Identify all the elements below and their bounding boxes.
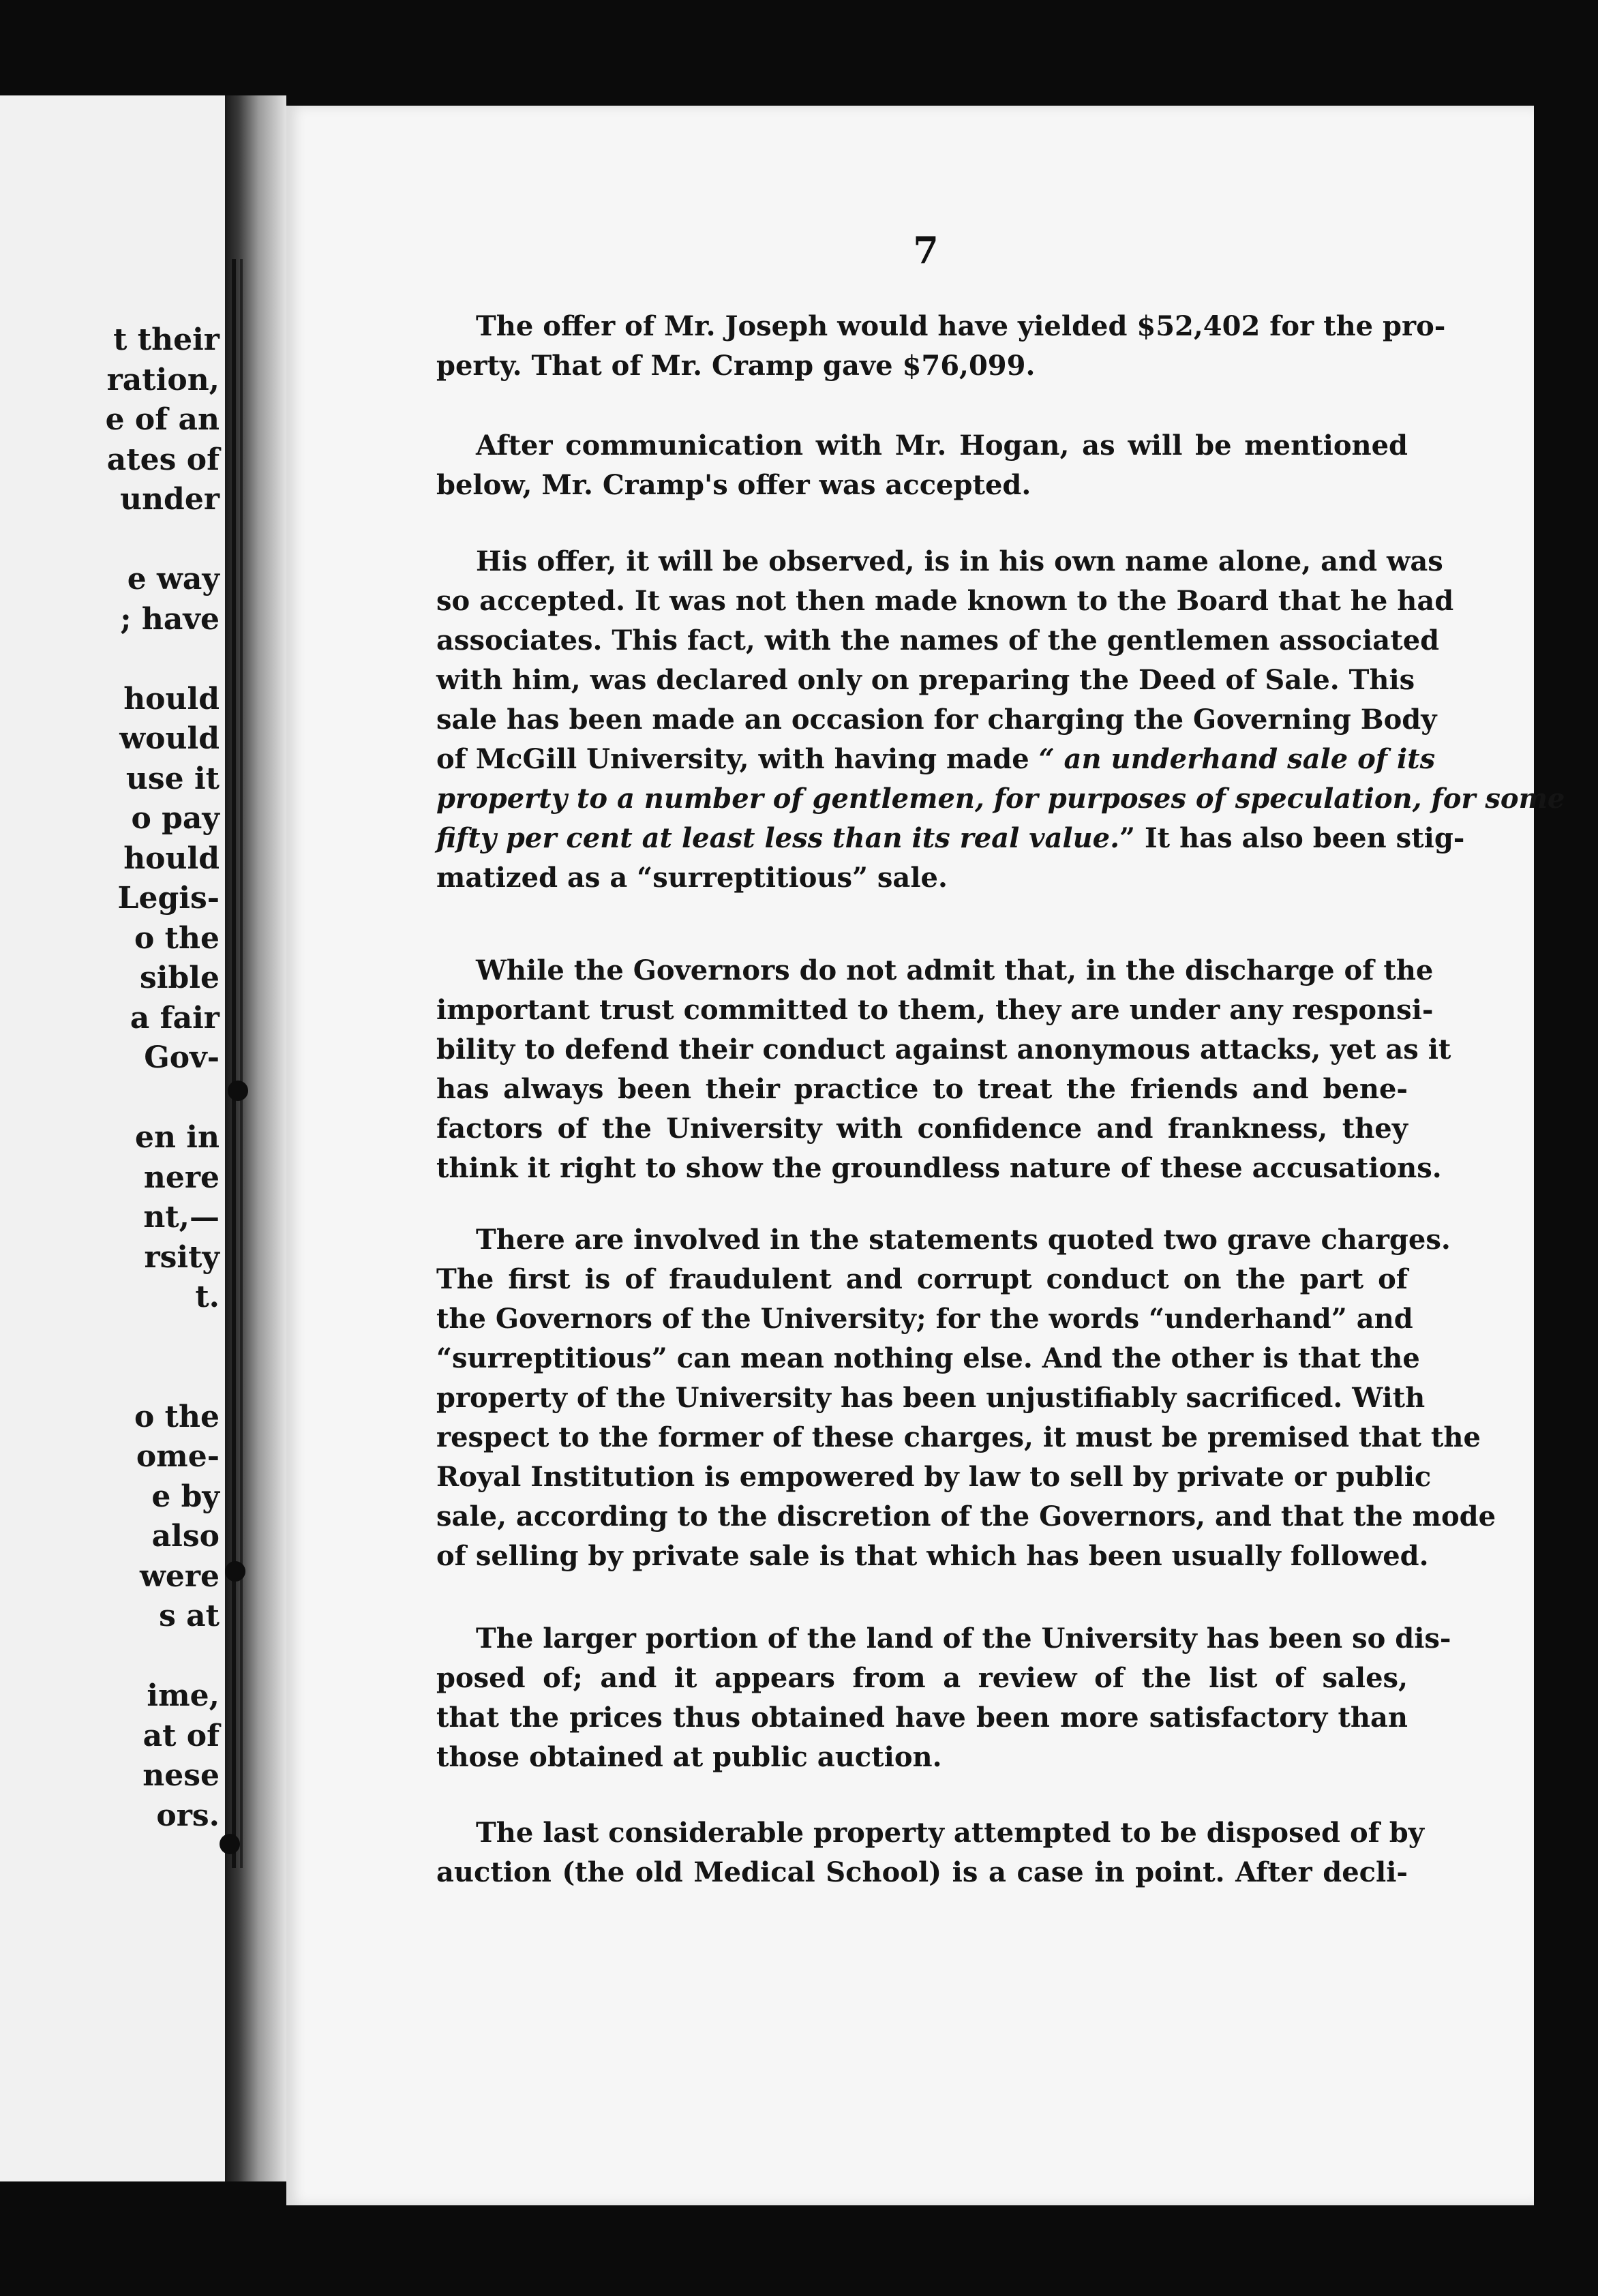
left-page-line: ; have (120, 601, 220, 637)
left-page-line: would (119, 721, 220, 756)
text-line: auction (the old Medical School) is a case in point. After decli- (436, 1856, 1408, 1888)
text-line: the Governors of the University; for the words “underhand” and (436, 1303, 1413, 1335)
text-line: “surreptitious” can mean nothing else. And the other is that the (436, 1342, 1420, 1374)
left-page-line: ors. (156, 1798, 220, 1833)
text-line: posed of; and it appears from a review of the list of sales, (436, 1662, 1408, 1694)
quote-italic: fifty per cent at least less than its real value. (436, 822, 1120, 854)
text-line: After communication with Mr. Hogan, as will be mentioned (476, 429, 1408, 462)
text-line: with him, was declared only on preparing the Deed of Sale. This (436, 664, 1415, 696)
left-page-line: ates of (106, 442, 220, 477)
text-line: His offer, it will be observed, is in his own name alone, and was (476, 545, 1443, 577)
left-page-line: ome- (136, 1439, 220, 1474)
quote-italic: “ an underhand sale of its (1038, 743, 1436, 775)
text-line: respect to the former of these charges, it must be premised that the (436, 1421, 1481, 1453)
left-page-line: e by (151, 1479, 220, 1514)
text-segment: ” It has also been stig- (1119, 822, 1465, 854)
left-page-line (0, 520, 220, 560)
quote-line-italic: property to a number of gentlemen, for purposes of speculation, for some (436, 783, 1565, 815)
left-page-line: o the (134, 1399, 220, 1434)
text-line: factors of the University with confidence and frankness, they (436, 1113, 1408, 1145)
text-line: sale has been made an occasion for charging the Governing Body (436, 704, 1437, 736)
left-page-line: ration, (106, 362, 220, 397)
left-page-line: t. (195, 1280, 220, 1314)
left-page-line: hould (123, 841, 220, 876)
stitch-knot (220, 1834, 240, 1854)
text-line: perty. That of Mr. Cramp gave $76,099. (436, 350, 1036, 382)
left-page-line: rsity (144, 1239, 220, 1275)
left-page-line: use it (125, 761, 220, 796)
text-line: below, Mr. Cramp's offer was accepted. (436, 469, 1031, 501)
left-page-line: Legis- (117, 881, 220, 916)
text-line: matized as a “surreptitious” sale. (436, 862, 948, 894)
text-line (436, 740, 1436, 779)
text-line: sale, according to the discretion of the Governors, and that the mode (436, 1500, 1496, 1532)
left-page-text (0, 320, 225, 1836)
text-line: The larger portion of the land of the University has been so dis- (476, 1622, 1451, 1655)
left-page-line: o the (134, 920, 220, 956)
left-page-line: e of an (105, 402, 220, 437)
left-page-line: were (139, 1558, 220, 1594)
text-line: important trust committed to them, they are under any responsi- (436, 994, 1434, 1026)
text-line: The offer of Mr. Joseph would have yielded $52,402 for the pro- (476, 310, 1446, 342)
paragraph-4 (436, 951, 1451, 1188)
left-page-line: sible (140, 961, 220, 995)
left-page-line: hould (123, 681, 220, 716)
left-page-line: at of (142, 1718, 220, 1753)
text-line (436, 819, 1465, 858)
stitch-knot (228, 1081, 248, 1101)
paragraph-2 (436, 426, 1408, 505)
left-page-line: ime, (147, 1678, 220, 1713)
stitch-knot (225, 1561, 245, 1582)
left-page-line (0, 1078, 220, 1119)
text-line: The first is of fraudulent and corrupt conduct on the part of (436, 1263, 1408, 1295)
left-page-line (0, 1357, 220, 1398)
text-line: so accepted. It was not then made known to the Board that he had (436, 585, 1454, 617)
text-line: The last considerable property attempted to be disposed of by (476, 1817, 1424, 1849)
text-line: has always been their practice to treat the friends and bene- (436, 1073, 1408, 1105)
left-page-line: nere (143, 1160, 220, 1195)
paragraph-1 (436, 307, 1446, 386)
text-segment: of McGill University, with having made (436, 743, 1029, 775)
left-page-line (0, 639, 220, 680)
text-line: think it right to show the groundless nature of these accusations. (436, 1152, 1442, 1184)
left-page-line (0, 1318, 220, 1358)
text-line: property of the University has been unjustifiably sacrificed. With (436, 1382, 1426, 1414)
page-number: 7 (913, 228, 939, 272)
binding-stitch (232, 259, 243, 1868)
left-page (0, 95, 225, 2181)
left-page-line: t their (113, 322, 220, 357)
left-page-line: Gov- (144, 1040, 220, 1075)
paragraph-5 (436, 1220, 1496, 1576)
text-line: associates. This fact, with the names of the gentlemen associated (436, 624, 1440, 656)
text-line: Royal Institution is empowered by law to sell by private or public (436, 1461, 1432, 1493)
text-line: of selling by private sale is that which has been usually followed. (436, 1540, 1429, 1572)
left-page-line: en in (134, 1120, 220, 1155)
paragraph-3 (436, 542, 1565, 898)
left-page-line: nese (142, 1758, 220, 1793)
left-page-line: e way (127, 562, 220, 596)
text-line: those obtained at public auction. (436, 1741, 942, 1773)
left-page-line: under (120, 482, 220, 517)
left-page-line (0, 1637, 220, 1677)
left-page-line: a fair (130, 1000, 220, 1036)
text-line: that the prices thus obtained have been more satisfactory than (436, 1702, 1408, 1734)
text-line: bility to defend their conduct against anonymous attacks, yet as it (436, 1033, 1451, 1066)
left-page-line: o pay (131, 801, 220, 836)
text-line: There are involved in the statements quoted two grave charges. (476, 1224, 1451, 1256)
paragraph-6 (436, 1619, 1451, 1777)
left-page-line: also (151, 1519, 220, 1554)
text-line: While the Governors do not admit that, in the discharge of the (476, 954, 1434, 986)
paragraph-7 (436, 1813, 1424, 1892)
left-page-line: nt,— (143, 1200, 220, 1235)
left-page-line: s at (159, 1599, 220, 1633)
